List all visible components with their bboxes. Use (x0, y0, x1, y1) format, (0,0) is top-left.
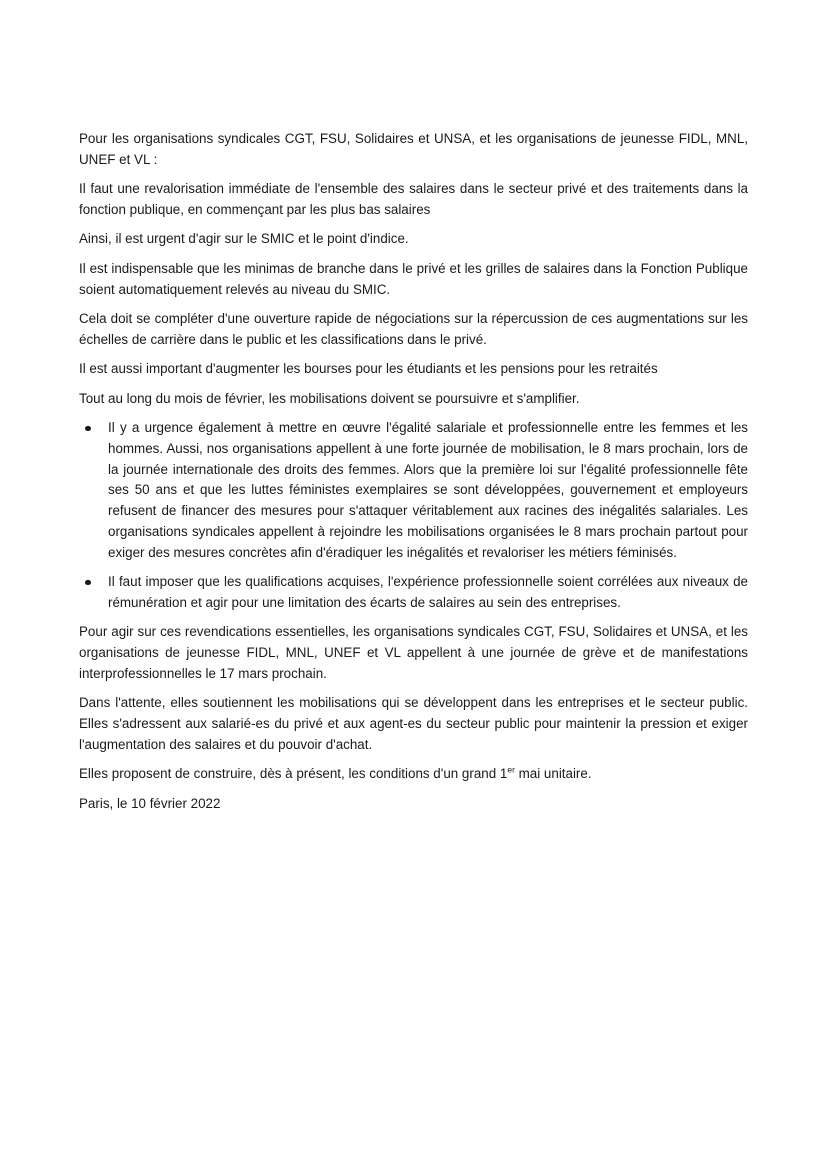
bullet-text-egalite: Il y a urgence également à mettre en œuvre l'égalité salariale et professionnelle entre les femmes et les hommes. Aussi, nos organisations appellent à une forte journée de mobilisation, le 8 mars prochain, lors de la journée internationale des droits des femmes. Alors que la première loi sur l'égalité professionnelle fête ses 50 ans et que les luttes féministes exemplaires se sont développées, gouvernement et employeurs refusent de financer des mesures pour s'attaquer véritablement aux racines des inégalités salariales. Les organisations syndicales appellent à rejoindre les mobilisations organisées le 8 mars prochain partout pour exiger des mesures concrètes afin d'éradiquer les inégalités et revaloriser les métiers féminisés. (108, 419, 748, 560)
paragraph-minimas: Il est indispensable que les minimas de branche dans le privé et les grilles de salaires dans la Fonction Publique soient automatiquement relevés au niveau du SMIC. (79, 260, 748, 297)
paragraph-bourses: Il est aussi important d'augmenter les bourses pour les étudiants et les pensions pour les retraités (79, 361, 658, 377)
list-item (79, 572, 748, 614)
paragraph-fevrier: Tout au long du mois de février, les mobilisations doivent se poursuivre et s'amplifier. (79, 390, 580, 406)
bullet-text-qualifications: Il faut imposer que les qualifications acquises, l'expérience professionnelle soient corrélées aux niveaux de rémunération et agir pour une limitation des écarts de salaires au sein des entreprises. (108, 574, 748, 610)
list-item (79, 418, 748, 564)
paragraph-attente: Dans l'attente, elles soutiennent les mobilisations qui se développent dans les entreprises et le secteur public. Elles s'adressent aux salarié-es du privé et aux agent-es du secteur public pour maintenir la pression et exiger l'augmentation des salaires et du pouvoir d'achat. (79, 695, 748, 752)
may-day-text-before: Elles proposent de construire, dès à présent, les conditions d'un grand 1 (79, 766, 508, 782)
paragraph-1er-mai (79, 764, 748, 785)
document-body (79, 129, 748, 823)
may-day-text-after: mai unitaire. (514, 766, 592, 782)
paragraph-negociations: Cela doit se compléter d'une ouverture rapide de négociations sur la répercussion de ces augmentations sur les échelles de carrière dans le public et les classifications dans le privé. (79, 310, 748, 347)
may-day-superscript: er (507, 764, 515, 775)
intro-paragraph: Pour les organisations syndicales CGT, FSU, Solidaires et UNSA, et les organisations de jeunesse FIDL, MNL, UNEF et VL : (79, 131, 748, 167)
paragraph-smic: Ainsi, il est urgent d'agir sur le SMIC et le point d'indice. (79, 231, 409, 247)
bullet-list (79, 418, 748, 614)
paragraph-revalorisation: Il faut une revalorisation immédiate de l'ensemble des salaires dans le secteur privé et des traitements dans la fonction publique, en commençant par les plus bas salaires (79, 181, 748, 217)
bullet-icon (85, 580, 91, 586)
paragraph-appel-17-mars: Pour agir sur ces revendications essentielles, les organisations syndicales CGT, FSU, Solidaires et UNSA, et les organisations de jeunesse FIDL, MNL, UNEF et VL appellent à une journée de grève et de manifestations interprofessionnelles le 17 mars prochain. (79, 624, 748, 681)
signature-date: Paris, le 10 février 2022 (79, 795, 221, 811)
bullet-icon (85, 426, 91, 432)
